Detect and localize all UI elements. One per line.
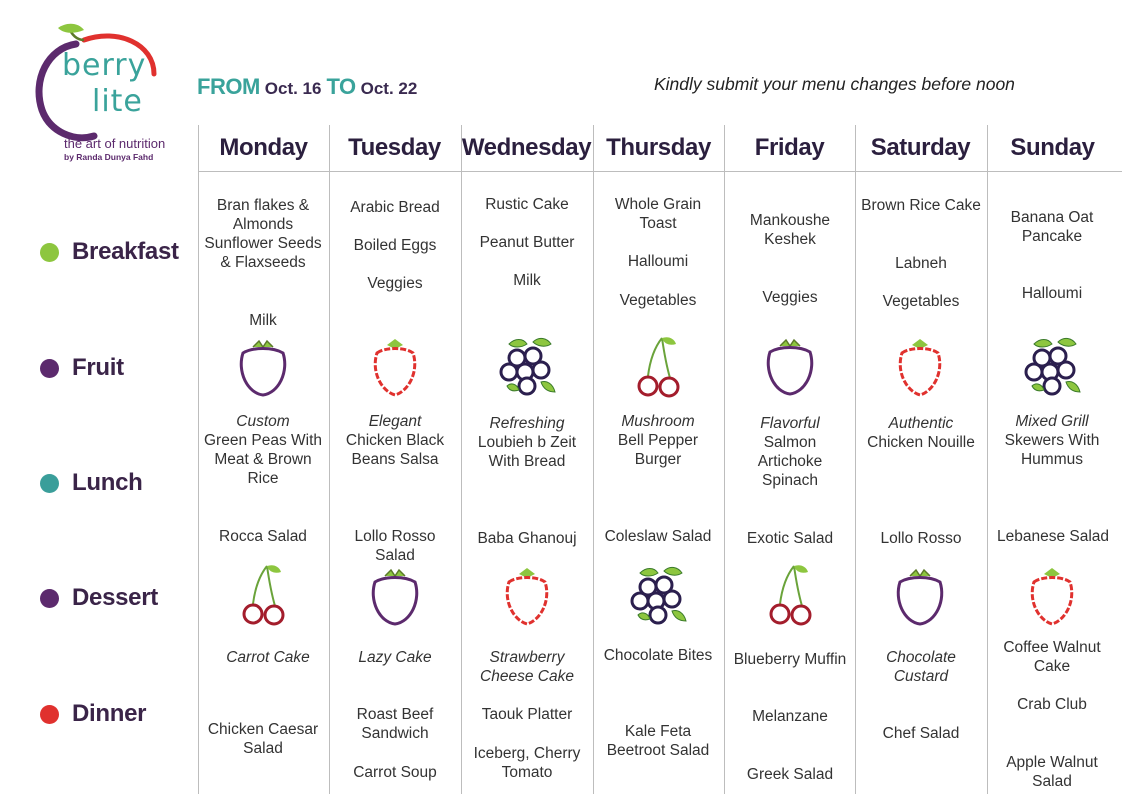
legend-label: Lunch: [72, 469, 143, 496]
grid-line: [198, 125, 199, 794]
lunch-item: Bell Pepper Burger: [617, 432, 699, 468]
day-header-wednesday: Wednesday: [461, 134, 592, 161]
grid-line: [724, 125, 725, 794]
dinner-item: Crab Club: [1017, 696, 1087, 713]
fig-icon: [760, 336, 820, 400]
lunch-item: Skewers With Hummus: [1004, 432, 1100, 468]
cherry-icon: [233, 562, 293, 626]
breakfast-item: Bran flakes & Almonds Sunflower Seeds & Flaxseeds: [204, 197, 322, 271]
salad-item: Baba Ghanouj: [477, 530, 577, 547]
breakfast-item: Peanut Butter: [479, 234, 575, 251]
salad-item: Lollo Rosso Salad: [354, 528, 436, 564]
logo-wordmark-line2: lite: [92, 84, 143, 119]
fig-icon: [233, 337, 293, 401]
grid-line: [855, 125, 856, 794]
logo-tagline: the art of nutrition: [64, 136, 166, 151]
breakfast-item: Halloumi: [627, 253, 689, 270]
from-label: FROM: [197, 74, 260, 99]
breakfast-item: Milk: [249, 312, 277, 329]
day-header-saturday: Saturday: [870, 134, 971, 161]
legend-dinner: [40, 700, 146, 728]
dessert-item: Chocolate Bites: [603, 647, 713, 664]
dinner-item: Iceberg, Cherry Tomato: [473, 745, 581, 781]
dinner-item: Roast Beef Sandwich: [356, 706, 434, 742]
lunch-item: Salmon Artichoke Spinach: [757, 434, 823, 489]
lunch-item: Loubieh b Zeit With Bread: [477, 434, 577, 470]
breakfast-item: Veggies: [762, 289, 818, 306]
breakfast-item: Arabic Bread: [350, 199, 440, 216]
lunch-title: Custom: [236, 413, 290, 430]
grid-line: [329, 125, 330, 794]
legend-fruit: [40, 354, 124, 382]
strawberry-icon: [365, 337, 425, 401]
dinner-item: Kale Feta Beetroot Salad: [606, 723, 710, 759]
submission-note: Kindly submit your menu changes before noon: [654, 74, 1015, 94]
salad-item: Lebanese Salad: [996, 528, 1110, 545]
header-divider: [198, 171, 1122, 172]
logo-wordmark-line1: berry: [62, 48, 147, 83]
breakfast-item: Labneh: [895, 255, 947, 272]
grid-line: [461, 125, 462, 794]
legend-label: Dessert: [72, 584, 158, 611]
lunch-item: Green Peas With Meat & Brown Rice: [203, 432, 323, 487]
legend-label: Breakfast: [72, 238, 179, 265]
lunch-item: Chicken Nouille: [867, 434, 975, 451]
breakfast-item: Halloumi: [1021, 285, 1083, 302]
day-header-thursday: Thursday: [606, 134, 711, 161]
legend-dot-dinner: [40, 705, 59, 724]
fig-icon: [365, 566, 425, 630]
dessert-item: Blueberry Muffin: [733, 651, 847, 668]
fig-icon: [890, 566, 950, 630]
dessert-item: Strawberry Cheese Cake: [480, 649, 574, 685]
logo-byline: by Randa Dunya Fahd: [64, 152, 154, 162]
breakfast-item: Vegetables: [882, 293, 960, 310]
breakfast-item: Rustic Cake: [485, 196, 569, 213]
legend-dessert: [40, 584, 158, 612]
breakfast-item: Whole Grain Toast: [614, 196, 702, 232]
lunch-item: Chicken Black Beans Salsa: [345, 432, 445, 468]
day-header-friday: Friday: [754, 134, 825, 161]
day-header-tuesday: Tuesday: [348, 134, 441, 161]
salad-item: Lollo Rosso: [880, 530, 962, 547]
legend-dot-fruit: [40, 359, 59, 378]
dessert-item: Lazy Cake: [358, 649, 432, 666]
breakfast-item: Veggies: [367, 275, 423, 292]
legend-dot-dessert: [40, 589, 59, 608]
dessert-item: Chocolate Custard: [886, 649, 956, 685]
day-header-sunday: Sunday: [1010, 134, 1095, 161]
lunch-title: Flavorful: [760, 415, 820, 432]
grid-line: [987, 125, 988, 794]
legend-breakfast: [40, 238, 179, 266]
legend-dot-breakfast: [40, 243, 59, 262]
dinner-item: Chicken Caesar Salad: [207, 721, 319, 757]
grape-icon: [1022, 334, 1082, 398]
strawberry-icon: [890, 337, 950, 401]
cherry-icon: [760, 562, 820, 626]
from-date: Oct. 16: [264, 79, 322, 98]
dinner-item: Chef Salad: [882, 725, 960, 742]
salad-item: Coleslaw Salad: [604, 528, 712, 545]
salad-item: Exotic Salad: [746, 530, 834, 547]
dinner-item: Greek Salad: [746, 766, 834, 783]
dessert-item: Coffee Walnut Cake: [1003, 639, 1101, 675]
lunch-title: Mixed Grill: [1015, 413, 1089, 430]
dinner-item: Melanzane: [752, 708, 828, 725]
lunch-title: Authentic: [888, 415, 954, 432]
to-label: TO: [326, 74, 356, 99]
salad-item: Rocca Salad: [219, 528, 307, 545]
dinner-item: Carrot Soup: [353, 764, 437, 781]
to-date: Oct. 22: [360, 79, 418, 98]
breakfast-item: Milk: [513, 272, 541, 289]
grid-line: [593, 125, 594, 794]
grape-icon: [628, 563, 688, 627]
strawberry-icon: [1022, 566, 1082, 630]
date-range: [197, 74, 420, 100]
lunch-title: Refreshing: [489, 415, 565, 432]
breakfast-item: Vegetables: [619, 292, 697, 309]
legend-label: Dinner: [72, 700, 147, 727]
lunch-title: Mushroom: [621, 413, 695, 430]
dessert-item: Carrot Cake: [226, 649, 310, 666]
legend-dot-lunch: [40, 474, 59, 493]
breakfast-item: Brown Rice Cake: [861, 197, 981, 214]
legend-lunch: [40, 469, 143, 497]
grape-icon: [497, 334, 557, 398]
day-header-monday: Monday: [219, 134, 308, 161]
breakfast-item: Banana Oat Pancake: [1010, 209, 1094, 245]
lunch-title: Elegant: [368, 413, 422, 430]
strawberry-icon: [497, 566, 557, 630]
dinner-item: Taouk Platter: [481, 706, 573, 723]
legend-label: Fruit: [72, 354, 124, 381]
dinner-item: Apple Walnut Salad: [1006, 754, 1098, 790]
cherry-icon: [628, 334, 688, 398]
breakfast-item: Boiled Eggs: [353, 237, 437, 254]
breakfast-item: Mankoushe Keshek: [749, 212, 831, 248]
